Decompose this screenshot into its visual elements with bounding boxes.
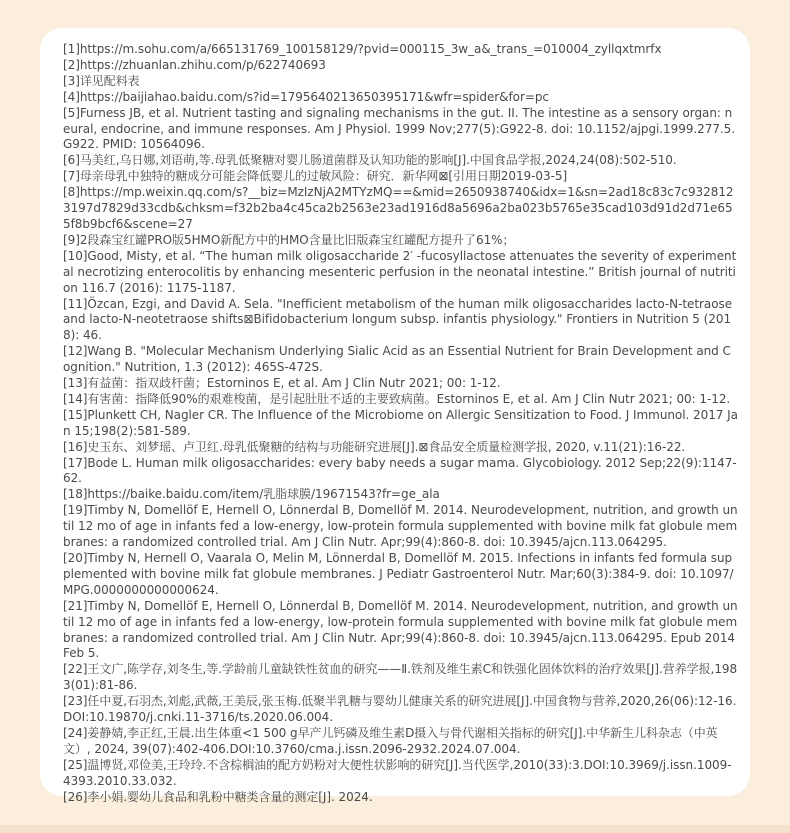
references-card [40, 28, 750, 804]
reference-item: [25]温博贤,邓俭美,王玲玲.不含棕榈油的配方奶粉对大便性状影响的研究[J].当代医学,2010(33):3.DOI:10.3969/j.issn.1009-4393.2010.33.032. [63, 757, 732, 788]
reference-item: [23]任中夏,石羽杰,刘彪,武薇,王美辰,张玉梅.低聚半乳糖与婴幼儿健康关系的研究进展[J].中国食物与营养,2020,26(06):12-16.DOI:10.19870/j.cnki.11-3716/ts.2020.06.004. [63, 694, 737, 725]
reference-item: [5]Furness JB, et al. Nutrient tasting and signaling mechanisms in the gut. II. The intestine as a sensory organ: neural, endocrine, and immune responses. Am J Physiol. 1999 Nov;277(5):G922-8. doi: 10.1152/ajpgi.1999.277.5.G922. PMID: 10564096. [63, 105, 736, 152]
reference-item: [11]Özcan, Ezgi, and David A. Sela. "Inefficient metabolism of the human milk oligosaccharides lacto-N-tetraose and lacto-N-neotetraose shifts⊠Bifidobacterium longum subsp. infantis physiology." Frontiers in Nutrition 5 (2018): 46. [63, 296, 733, 343]
reference-item: [10]Good, Misty, et al. “The human milk oligosaccharide 2′ -fucosyllactose attenuates the severity of experimental necrotizing enterocolitis by enhancing mesenteric perfusion in the neonatal intestine.” British journal of nutrition 116.7 (2016): 1175-1187. [63, 248, 737, 295]
reference-item: [21]Timby N, Domellöf E, Hernell O, Lönnerdal B, Domellöf M. 2014. Neurodevelopment, nutrition, and growth until 12 mo of age in infants fed a low-energy, low-protein formula supplemented with bovine milk fat globule membranes: a randomized controlled trial. Am J Clin Nutr. Apr;99(4):860-8. doi: 10.3945/ajcn.113.064295. Epub 2014 Feb 5. [63, 598, 738, 661]
reference-item: [20]Timby N, Hernell O, Vaarala O, Melin M, Lönnerdal B, Domellöf M. 2015. Infections in infants fed formula supplemented with bovine milk fat globule membranes. J Pediatr Gastroenterol Nutr. Mar;60(3):384-9. doi: 10.1097/MPG.0000000000000624. [63, 551, 734, 597]
bottom-band [0, 825, 790, 833]
reference-item: [9]2段森宝红罐PRO版5HMO新配方中的HMO含量比旧版森宝红罐配方提升了61%； [63, 232, 515, 247]
reference-item: [15]Plunkett CH, Nagler CR. The Influence of the Microbiome on Allergic Sensitization to Food. J Immunol. 2017 Jan 15;198(2):581-589. [63, 407, 738, 438]
reference-list [63, 42, 738, 806]
reference-item: [14]有害菌：指降低90%的艰难梭菌，是引起肚肚不适的主要致病菌。Estorninos E, et al. Am J Clin Nutr 2021; 00: 1-12. [63, 391, 731, 406]
reference-item: [17]Bode L. Human milk oligosaccharides: every baby needs a sugar mama. Glycobiology. 2012 Sep;22(9):1147-62. [63, 455, 737, 486]
reference-item: [22]王文广,陈学存,刘冬生,等.学龄前儿童缺铁性贫血的研究——Ⅱ.铁剂及维生素C和铁强化固体饮料的治疗效果[J].营养学报,1983(01):81-86. [63, 662, 738, 693]
reference-item: [4]https://baijiahao.baidu.com/s?id=1795640213650395171&wfr=spider&for=pc [63, 89, 549, 104]
reference-item: [2]https://zhuanlan.zhihu.com/p/622740693 [63, 57, 326, 72]
reference-item: [26]李小娟.婴幼儿食品和乳粉中糖类含量的测定[J]. 2024. [63, 789, 373, 804]
reference-item: [7]母亲母乳中独特的糖成分可能会降低婴儿的过敏风险：研究．新华网⊠[引用日期2019-03-5] [63, 169, 568, 184]
reference-item: [1]https://m.sohu.com/a/665131769_100158129/?pvid=000115_3w_a&_trans_=010004_zyllqxtmrfx [63, 42, 662, 56]
reference-item: [6]马美红,乌日娜,刘语萌,等.母乳低聚糖对婴儿肠道菌群及认知功能的影响[J].中国食品学报,2024,24(08):502-510. [63, 153, 677, 168]
reference-item: [13]有益菌：指双歧杆菌；Estorninos E, et al. Am J Clin Nutr 2021; 00: 1-12. [63, 376, 501, 391]
reference-item: [18]https://baike.baidu.com/item/乳脂球膜/19671543?fr=ge_ala [63, 487, 440, 502]
reference-item: [19]Timby N, Domellöf E, Hernell O, Lönnerdal B, Domellöf M. 2014. Neurodevelopment, nutrition, and growth until 12 mo of age in infants fed a low-energy, low-protein formula supplemented with bovine milk fat globule membranes: a randomized controlled trial. Am J Clin Nutr. Apr;99(4):860-8. doi: 10.3945/ajcn.113.064295. [63, 503, 738, 550]
reference-item: [8]https://mp.weixin.qq.com/s?__biz=MzIzNjA2MTYzMQ==&mid=2650938740&idx=1&sn=2ad18c83c7c9328123197d7829d33cdb&chksm=f32b2ba4c45ca2b2563e23ad1916d8a5696a2ba023b5765e35cad103d91d2d71e655f8b9bcf6&scene=27 [63, 185, 734, 231]
reference-item: [24]姜静婧,李正红,王晨.出生体重<1 500 g早产儿钙磷及维生素D摄入与骨代谢相关指标的研究[J].中华新生儿科杂志（中英文）, 2024, 39(07):402-406.DOI:10.3760/cma.j.issn.2096-2932.2024.07.004. [63, 725, 718, 756]
reference-item: [12]Wang B. "Molecular Mechanism Underlying Sialic Acid as an Essential Nutrient for Brain Development and Cognition." Nutrition, 1.3 (2012): 465S-472S. [63, 344, 731, 375]
reference-item: [16]史玉东、刘梦瑶、卢卫红.母乳低聚糖的结构与功能研究进展[J].⊠食品安全质量检测学报, 2020, v.11(21):16-22. [63, 439, 686, 454]
reference-item: [3]详见配料表 [63, 73, 140, 88]
